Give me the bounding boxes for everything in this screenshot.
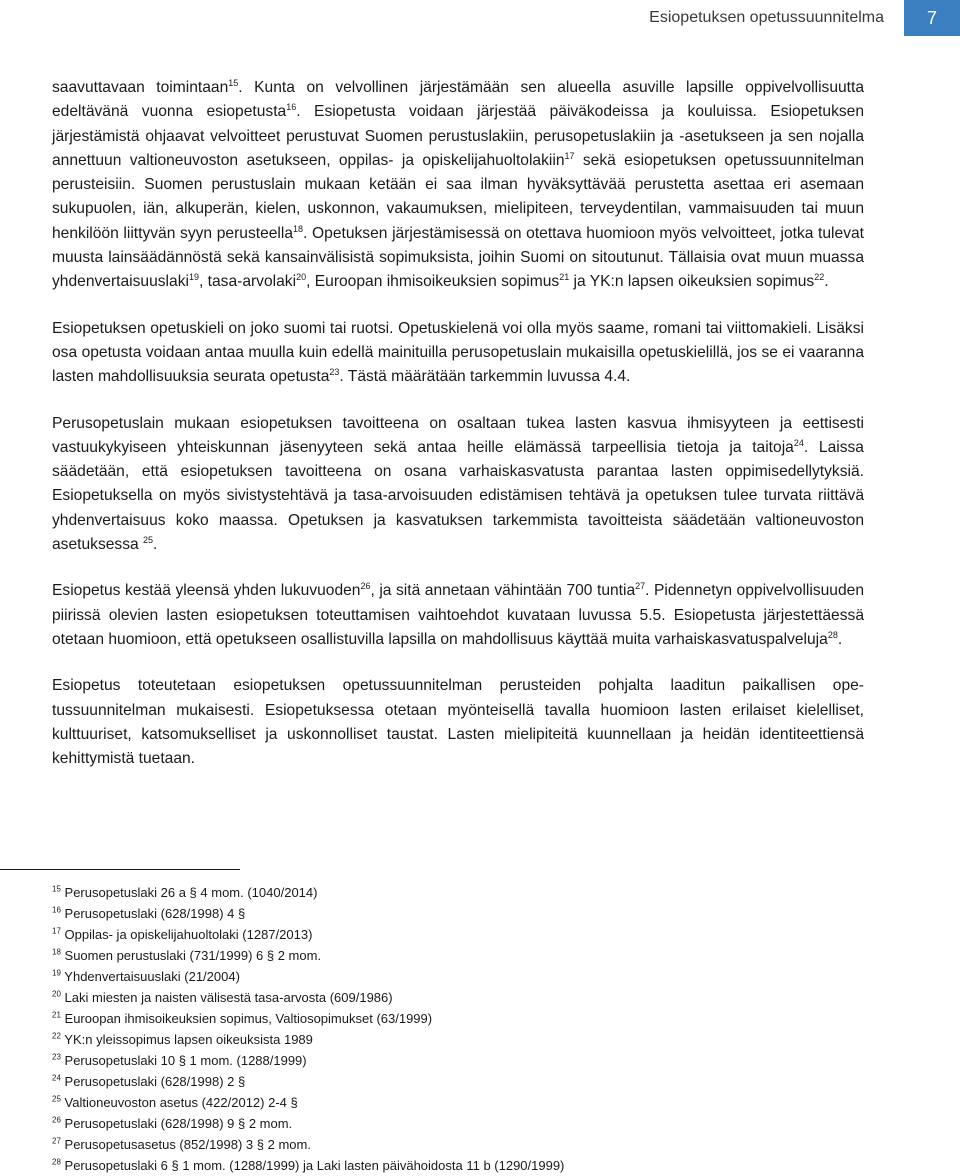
text-run: sekä esiopetuksen opetussuunnitelman perusteisiin. Suomen perustuslain mukaan ketään ei saa ilman hyväksyttävää perustetta asettaa eri asemaan sukupuolen, iän, alkuperän, kielen, uskonnon, vakaumuksen, mielipiteen, terveydentilan, vammaisuuden tai muun henkilöön liittyvän syyn perusteella bbox=[52, 151, 865, 242]
footnote-ref: 27 bbox=[635, 581, 646, 592]
footnote-text: Perusopetuslaki 26 a § 4 mom. (1040/2014) bbox=[64, 885, 318, 900]
footnote-number: 17 bbox=[52, 926, 61, 936]
text-run: . Laissa säädetään, että esiopetuksen tavoitteena on osana varhaiskasvatusta parantaa lasten oppimisedellytyksiä. Esiopetuksella on myös sivistystehtävä ja tasa-arvoisuuden edistämisen tehtävä ja opetuksen tulee turvata riittävä yhdenvertaisuus koko maassa. Opetuksen ja kasvatuksen tarkemmista tavoitteista säädetään valtioneuvoston asetuksessa bbox=[52, 438, 864, 554]
footnote-text: YK:n yleissopimus lapsen oikeuksista 1989 bbox=[64, 1032, 313, 1047]
text-run: . Kunta on velvollinen järjestämään sen alueella asuville lapsille oppivelvollisuutta edeltävänä vuonna esiopetusta bbox=[52, 79, 865, 121]
footnote bbox=[52, 924, 912, 945]
footnote-ref: 28 bbox=[827, 629, 838, 640]
footnote-ref: 17 bbox=[564, 150, 575, 161]
page-header bbox=[649, 0, 960, 36]
text-run: saavuttavaan toimintaan bbox=[52, 79, 229, 96]
footnote-text: Yhdenvertaisuuslaki (21/2004) bbox=[64, 969, 240, 984]
footnote-text: Perusopetuslaki 10 § 1 mom. (1288/1999) bbox=[64, 1053, 307, 1068]
footnote-ref: 16 bbox=[286, 102, 297, 113]
footnote-divider bbox=[0, 869, 240, 870]
footnote-ref: 21 bbox=[559, 272, 570, 283]
text-run: , Euroopan ihmisoikeuksien sopimus bbox=[306, 273, 560, 291]
footnote-text: Perusopetusasetus (852/1998) 3 § 2 mom. bbox=[64, 1137, 311, 1152]
footnote-text: Perusopetuslaki (628/1998) 2 § bbox=[64, 1074, 246, 1089]
footnote-ref: 20 bbox=[296, 272, 307, 283]
footnote-number: 20 bbox=[52, 989, 61, 999]
footnote-text: Oppilas- ja opiskelijahuoltolaki (1287/2013) bbox=[64, 927, 313, 942]
footnote bbox=[52, 945, 912, 966]
footnote-number: 22 bbox=[52, 1031, 61, 1041]
paragraph bbox=[52, 76, 864, 295]
footnote-ref: 18 bbox=[293, 223, 304, 234]
footnote-ref: 22 bbox=[814, 272, 825, 283]
text-run: Perusopetuslain mukaan esiopetuksen tavoitteena on osaltaan tukea lasten kasvua ihmisyyteen ja eettisesti vastuukykyiseen yhteiskunnan jäsenyyteen sekä antaa heille elämässä tarpeellisia tietoja ja taitoja bbox=[52, 414, 864, 456]
footnote-text: Perusopetuslaki (628/1998) 4 § bbox=[64, 906, 246, 921]
text-run: . Pidennetyn oppivelvollisuuden piirissä olevien lasten esiopetuksen toteuttamisen vaihtoehdot kuvataan luvussa 5.5. Esiopetusta järjestettäessä otetaan huomioon, että opetukseen osallistuvilla lapsilla on mahdollisuus käyttää muita varhaiskasvatuspalveluja bbox=[52, 582, 864, 648]
footnote bbox=[52, 1092, 912, 1113]
text-run: Esiopetus toteutetaan esiopetuksen opetussuunnitelman perusteiden pohjalta laaditun paikallisen opetussuunnitelman mukaisesti. Esiopetuksessa otetaan myönteisellä tavalla huomioon lasten erilaiset kielelliset, kulttuuriset, katsomukselliset ja uskonnolliset taustat. Lasten mielipiteitä kuunnellaan ja heidän identiteettiensä kehittymistä tuetaan. bbox=[52, 677, 864, 768]
paragraph bbox=[52, 317, 864, 390]
footnote-number: 15 bbox=[52, 884, 61, 894]
footnote-number: 28 bbox=[52, 1157, 61, 1167]
footnote bbox=[52, 1134, 912, 1155]
footnote-number: 16 bbox=[52, 905, 61, 915]
footnote-text: Perusopetuslaki (628/1998) 9 § 2 mom. bbox=[64, 1116, 293, 1131]
footnote bbox=[52, 1008, 912, 1029]
paragraph bbox=[52, 412, 864, 558]
text-run: ja YK:n lapsen oikeuksien sopimus bbox=[569, 273, 815, 291]
page-number: 7 bbox=[904, 0, 960, 36]
text-run: Esiopetuksen opetuskieli on joko suomi tai ruotsi. Opetuskielenä voi olla myös saame, romani tai viittomakieli. Lisäksi osa opetusta voidaan antaa muulla kuin edellä mainituilla perusopetuslain mukaisilla opetuskielillä, jos se ei vaaranna lasten mahdollisuuksia seurata opetusta bbox=[52, 319, 864, 386]
text-run: . Opetuksen järjestämisessä on otettava huomioon myös velvoitteet, jotka tulevat muusta lainsäädännöstä sekä kansainvälisistä sopimuksista, joihin Suomi on sitoutunut. Tällaisia ovat muun muassa yhdenvertaisuuslaki bbox=[52, 224, 865, 291]
footnote-ref: 26 bbox=[360, 581, 371, 592]
footnote-ref: 25 bbox=[143, 534, 154, 545]
text-run: . bbox=[824, 273, 829, 291]
footnote bbox=[52, 1155, 912, 1176]
footnote-number: 25 bbox=[52, 1094, 61, 1104]
footnote bbox=[52, 882, 912, 903]
text-run: , tasa-arvolaki bbox=[198, 273, 297, 291]
footnote bbox=[52, 1029, 912, 1050]
text-run: Esiopetus kestää yleensä yhden lukuvuoden bbox=[52, 582, 361, 600]
text-run: . bbox=[837, 630, 843, 648]
footnote-number: 27 bbox=[52, 1136, 61, 1146]
footnote bbox=[52, 903, 912, 924]
footnote-text: Euroopan ihmisoikeuksien sopimus, Valtiosopimukset (63/1999) bbox=[64, 1011, 433, 1026]
body-text bbox=[52, 76, 864, 793]
footnote-ref: 19 bbox=[188, 272, 199, 283]
footnote-text: Valtioneuvoston asetus (422/2012) 2-4 § bbox=[64, 1095, 298, 1110]
footnote-number: 24 bbox=[52, 1073, 61, 1083]
footnote bbox=[52, 987, 912, 1008]
paragraph bbox=[52, 674, 864, 771]
footnote-number: 18 bbox=[52, 947, 61, 957]
footnote bbox=[52, 1113, 912, 1134]
text-run: . bbox=[153, 536, 158, 554]
footnote-ref: 24 bbox=[793, 437, 804, 448]
footnotes bbox=[52, 882, 912, 1176]
footnote bbox=[52, 1050, 912, 1071]
text-run: . Tästä määrätään tarkemmin luvussa 4.4. bbox=[339, 368, 631, 386]
footnote-text: Perusopetuslaki 6 § 1 mom. (1288/1999) ja Laki lasten päivähoidosta 11 b (1290/1999) bbox=[64, 1158, 565, 1173]
footnote-text: Suomen perustuslaki (731/1999) 6 § 2 mom. bbox=[64, 948, 322, 963]
text-run: . Esiopetusta voidaan järjestää päiväkodeissa ja kouluissa. Esiopetuksen järjestämistä ohjaavat velvoitteet perustuvat Suomen perustuslakiin, perusopetuslakiin ja -asetukseen ja sen nojalla annettuun valtioneuvoston asetukseen, oppilas- ja opiskelijahuoltolakiin bbox=[52, 103, 865, 169]
document-title: Esiopetuksen opetussuunnitelma bbox=[649, 9, 884, 26]
footnote-number: 21 bbox=[52, 1010, 61, 1020]
footnote-text: Laki miesten ja naisten välisestä tasa-arvosta (609/1986) bbox=[64, 990, 393, 1005]
footnote-number: 23 bbox=[52, 1052, 61, 1062]
footnote-number: 19 bbox=[52, 968, 61, 978]
footnote bbox=[52, 1071, 912, 1092]
footnote-ref: 15 bbox=[228, 77, 239, 88]
footnote-ref: 23 bbox=[329, 367, 340, 378]
paragraph bbox=[52, 579, 864, 652]
footnote-number: 26 bbox=[52, 1115, 61, 1125]
text-run: , ja sitä annetaan vähintään 700 tuntia bbox=[370, 582, 636, 600]
footnote bbox=[52, 966, 912, 987]
